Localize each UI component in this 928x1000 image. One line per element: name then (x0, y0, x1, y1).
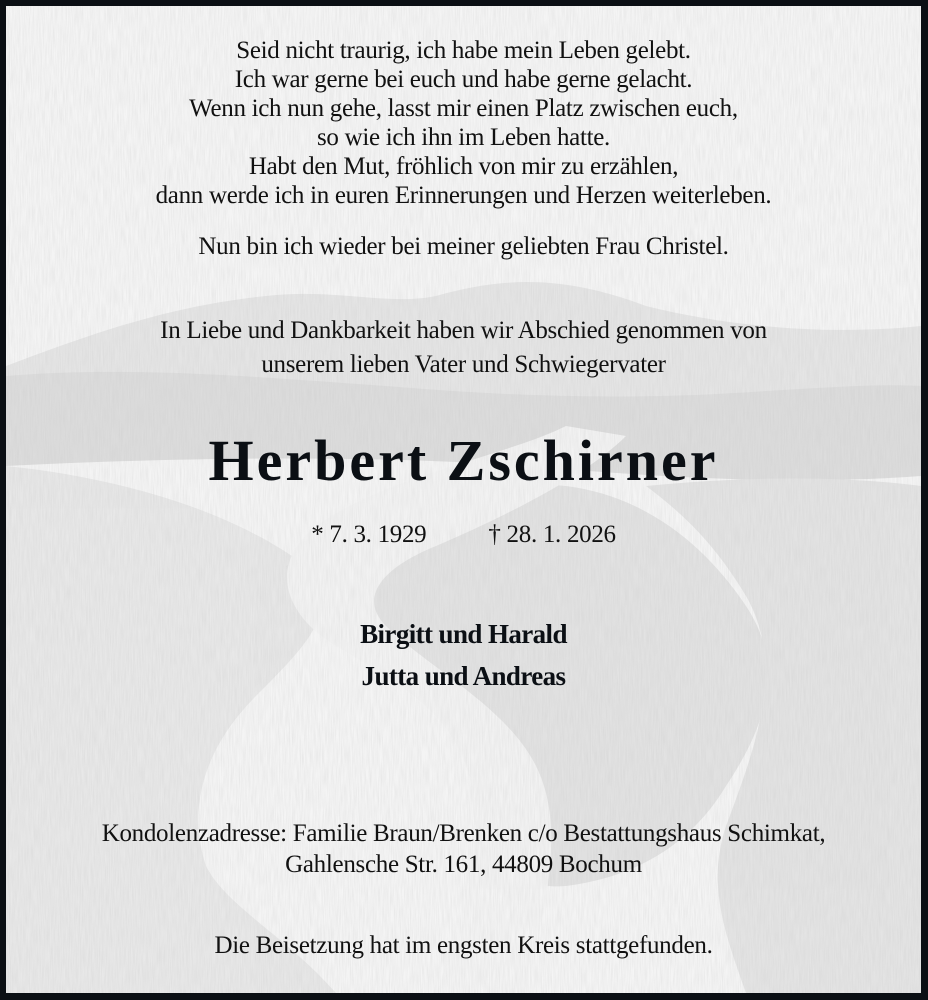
poem-line: so wie ich ihn im Leben hatte. (316, 124, 610, 151)
poem-line: Ich war gerne bei euch und habe gerne gelacht. (234, 66, 693, 93)
address-line: Gahlensche Str. 161, 44809 Bochum (285, 851, 642, 878)
mourners (6, 613, 921, 697)
poem (6, 36, 921, 210)
reunion-line: Nun bin ich wieder bei meiner geliebten Frau Christel. (198, 233, 729, 260)
burial-note: Die Beisetzung hat im engsten Kreis stattgefunden. (214, 932, 713, 959)
poem-line: Habt den Mut, fröhlich von mir zu erzählen, (248, 153, 679, 180)
birth-date: * 7. 3. 1929 (311, 521, 427, 548)
deceased-name: Herbert Zschirner (208, 428, 719, 493)
poem-line: Seid nicht traurig, ich habe mein Leben gelebt. (236, 37, 691, 64)
mourner-line: Jutta und Andreas (361, 661, 566, 691)
intro-line: In Liebe und Dankbarkeit haben wir Abschied genommen von (160, 317, 767, 344)
mourner-line: Birgitt und Harald (360, 619, 567, 649)
farewell-intro (6, 314, 921, 382)
poem-line: dann werde ich in euren Erinnerungen und Herzen weiterleben. (155, 182, 772, 209)
poem-line: Wenn ich nun gehe, lasst mir einen Platz zwischen euch, (189, 95, 738, 122)
address-line: Kondolenzadresse: Familie Braun/Brenken c/o Bestattungshaus Schimkat, (101, 820, 826, 847)
intro-line: unserem lieben Vater und Schwiegervater (261, 351, 666, 378)
condolence-address (6, 818, 921, 880)
death-date: † 28. 1. 2026 (488, 521, 616, 548)
life-dates (6, 520, 921, 549)
obituary-notice (6, 6, 921, 993)
